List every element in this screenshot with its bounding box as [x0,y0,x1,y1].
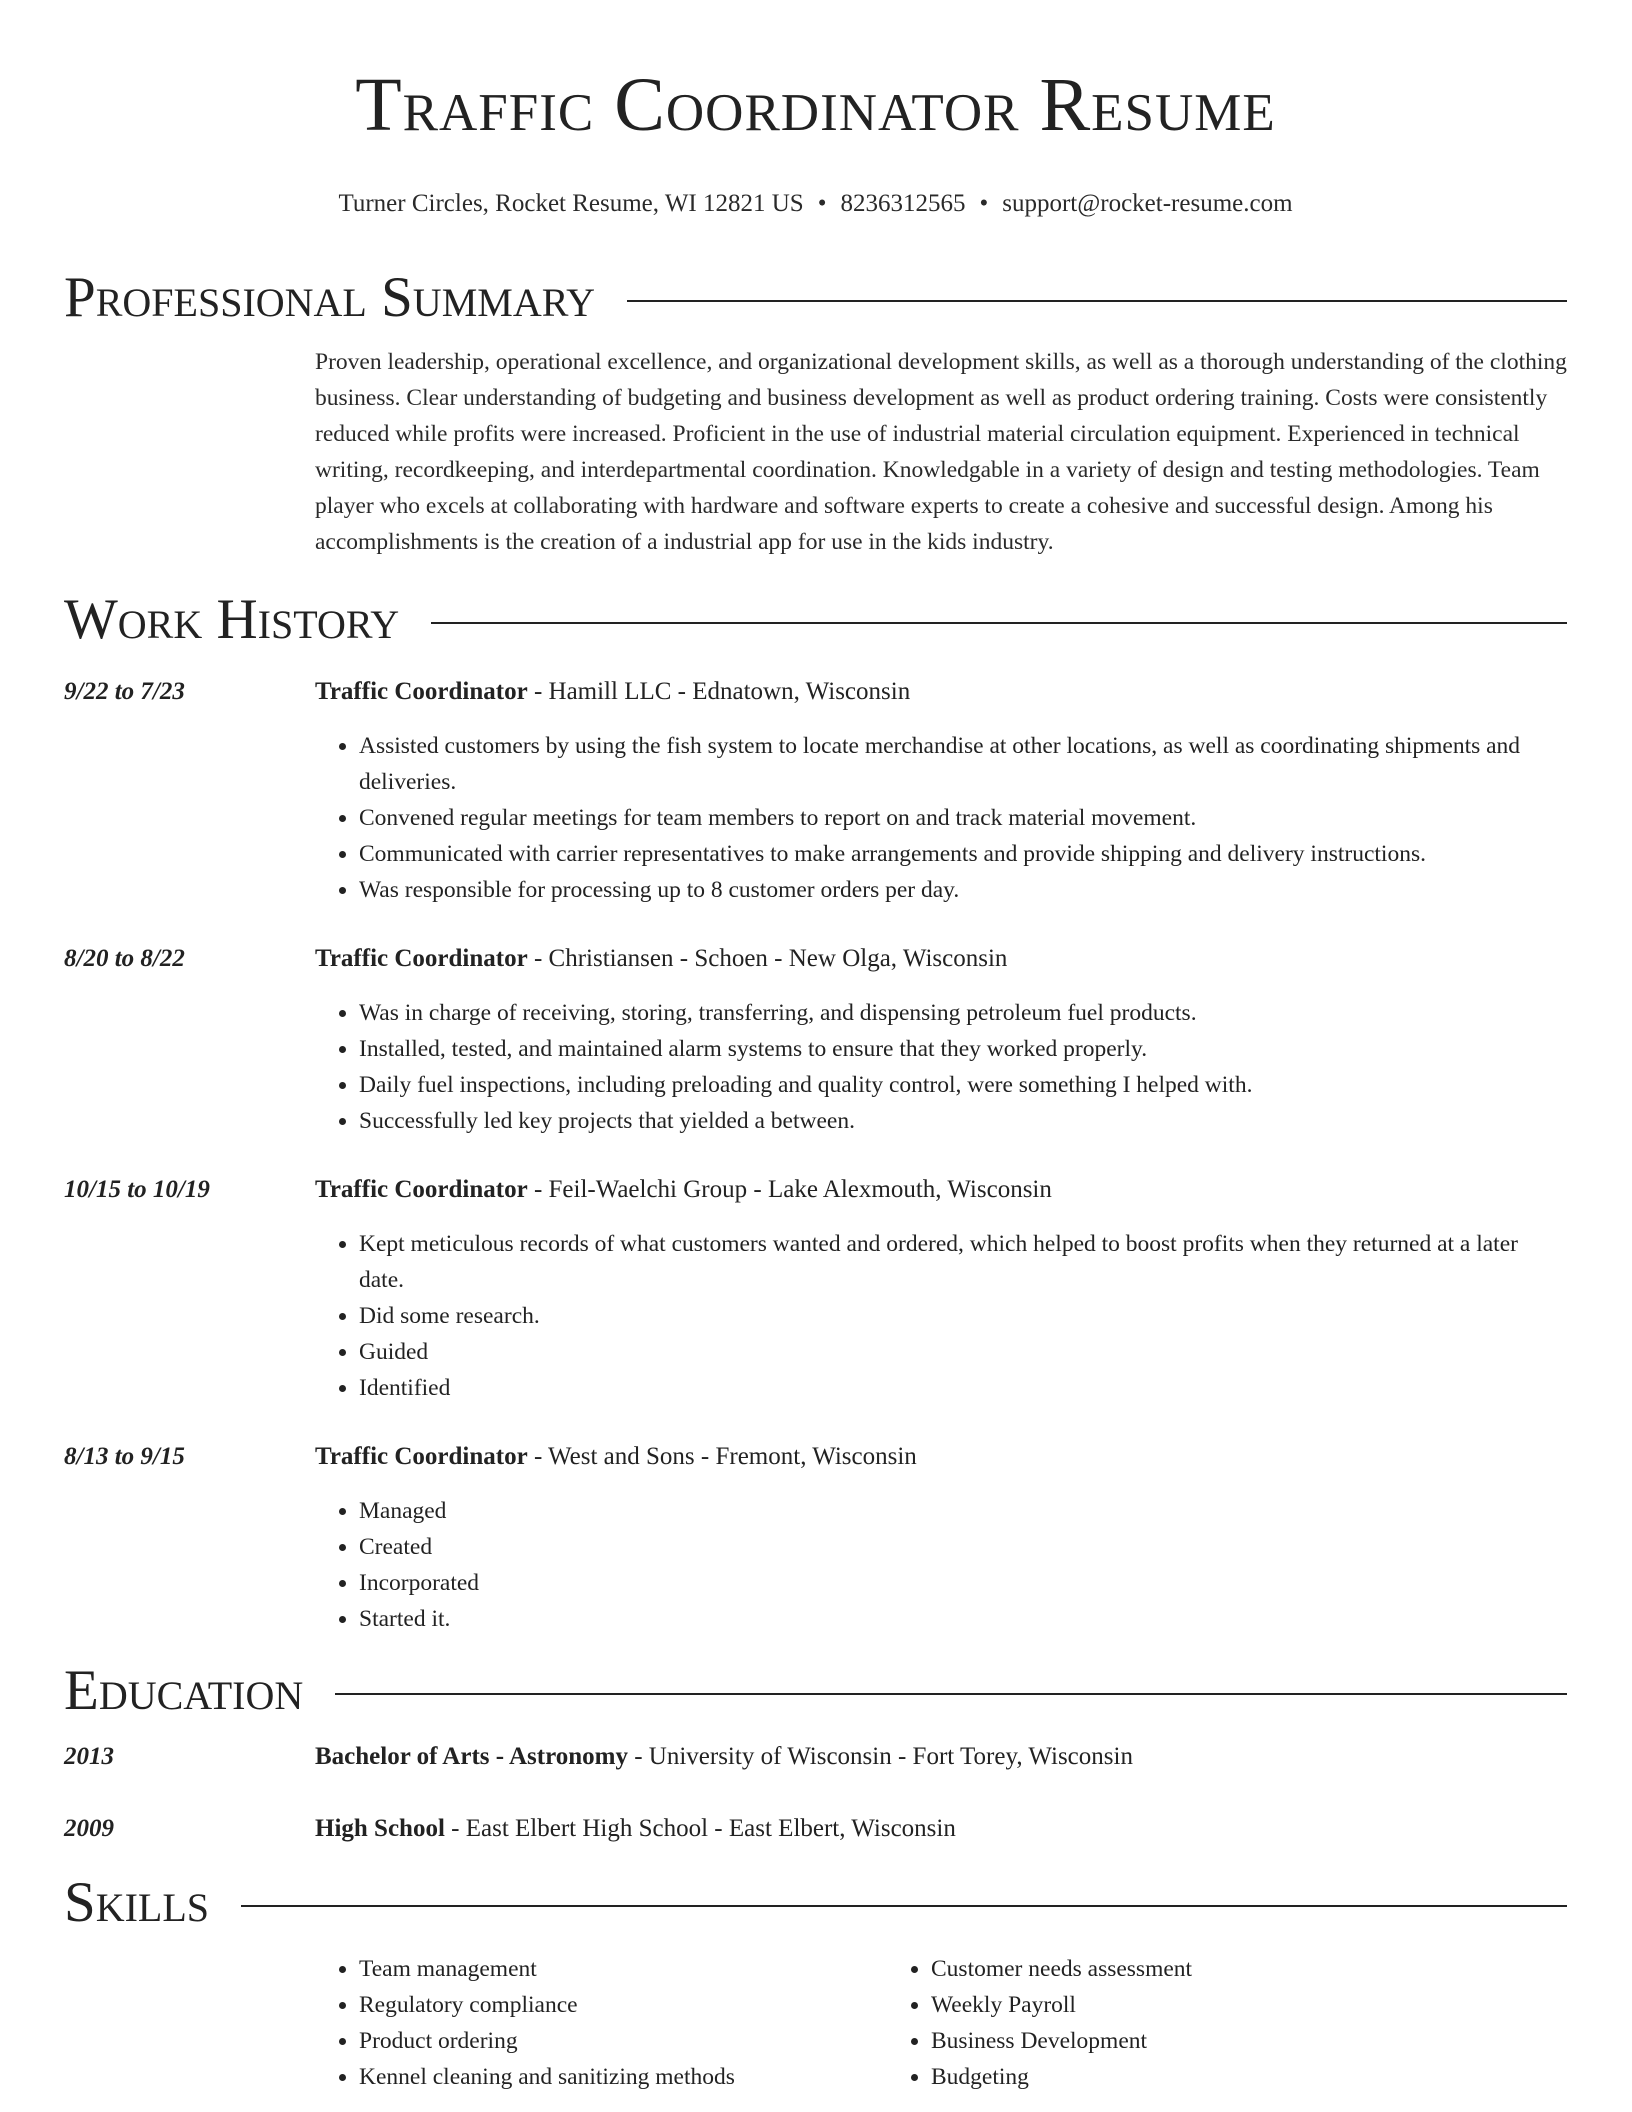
skills-column-right [887,1951,1192,2095]
job-line [315,1439,1567,1475]
job-bullet: • Managed [359,1493,1567,1529]
job-entry [64,1439,1567,1637]
education-heading: Education [64,1659,304,1722]
section-divider [335,1693,1567,1695]
job-entry [64,941,1567,1139]
job-bullet: • Was responsible for processing up to 8 customer orders per day. [359,872,1567,908]
skills-list [315,1951,1567,2095]
summary-heading: Professional Summary [64,266,596,329]
skill-item: • Team management [359,1951,887,1987]
job-title: Traffic Coordinator [315,678,528,705]
contact-email: support@rocket-resume.com [1002,190,1293,217]
job-bullets [315,728,1567,908]
summary-text: Proven leadership, operational excellence, and organizational development skills, as well as a thorough understanding of the clothing business. Clear understanding of budgeting and business development as well as product ordering training. Costs were consistently reduced while profits were increased. Proficient in the use of industrial material circulation equipment. Experienced in technical writing, recordkeeping, and interdepartmental coordination. Knowledgable in a variety of design and testing methodologies. Team player who excels at collaborating with hardware and software experts to create a cohesive and successful design. Among his accomplishments is the creation of a industrial app for use in the kids industry. [315,349,1567,555]
job-bullet: • Started it. [359,1601,1567,1637]
job-bullet: • Did some research. [359,1298,1567,1334]
section-divider [431,622,1567,624]
job-title: Traffic Coordinator [315,1443,528,1470]
skill-item: • Kennel cleaning and sanitizing methods [359,2059,887,2095]
job-bullet: • Communicated with carrier representatives to make arrangements and provide shipping and delivery instructions. [359,836,1567,872]
education-section-header [64,1659,1567,1723]
job-bullet: • Incorporated [359,1565,1567,1601]
job-dates: 10/15 to 10/19 [64,1176,210,1203]
job-bullets [315,1493,1567,1637]
job-bullet: • Installed, tested, and maintained alarm systems to ensure that they worked properly. [359,1031,1567,1067]
summary-section-header [64,266,1567,330]
job-dates: 8/20 to 8/22 [64,945,185,972]
skill-item: • Customer needs assessment [931,1951,1192,1987]
education-details: - University of Wisconsin - Fort Torey, Wisconsin [627,1743,1133,1770]
work-heading: Work History [64,588,400,651]
job-title: Traffic Coordinator [315,1176,528,1203]
job-line [315,674,1567,710]
skill-item: • Regulatory compliance [359,1987,887,2023]
education-entry [64,1739,1567,1775]
contact-phone: 8236312565 [840,190,966,217]
job-entry [64,1172,1567,1406]
skill-item: • Product ordering [359,2023,887,2059]
job-bullet: • Guided [359,1334,1567,1370]
skills-section-header [64,1871,1567,1935]
section-divider [627,300,1567,302]
education-entry [64,1811,1567,1847]
job-details: - Christiansen - Schoen - New Olga, Wisconsin [527,945,1008,972]
skill-item: • Weekly Payroll [931,1987,1192,2023]
job-bullet: • Identified [359,1370,1567,1406]
skills-heading: Skills [64,1871,210,1934]
job-details: - West and Sons - Fremont, Wisconsin [527,1443,917,1470]
education-degree: Bachelor of Arts - Astronomy [315,1743,628,1770]
contact-separator: • [817,190,827,217]
section-divider [241,1905,1567,1907]
job-details: - Hamill LLC - Ednatown, Wisconsin [527,678,911,705]
education-line [315,1739,1567,1775]
skill-item: • Business Development [931,2023,1192,2059]
job-details: - Feil-Waelchi Group - Lake Alexmouth, Wisconsin [527,1176,1052,1203]
job-dates: 8/13 to 9/15 [64,1443,185,1470]
work-section-header [64,588,1567,652]
education-line [315,1811,1567,1847]
job-bullets [315,995,1567,1139]
education-details: - East Elbert High School - East Elbert, Wisconsin [444,1815,956,1842]
job-bullet: • Was in charge of receiving, storing, transferring, and dispensing petroleum fuel products. [359,995,1567,1031]
job-bullet: • Created [359,1529,1567,1565]
job-bullet: • Convened regular meetings for team members to report on and track material movement. [359,800,1567,836]
skills-column-left [315,1951,887,2095]
job-bullet: • Daily fuel inspections, including preloading and quality control, were something I helped with. [359,1067,1567,1103]
job-bullet: • Kept meticulous records of what customers wanted and ordered, which helped to boost profits when they returned at a later date. [359,1226,1567,1298]
education-year: 2009 [64,1815,114,1842]
job-entry [64,674,1567,908]
job-bullet: • Assisted customers by using the fish system to locate merchandise at other locations, as well as coordinating shipments and deliveries. [359,728,1567,800]
contact-separator: • [979,190,989,217]
skill-item: • Budgeting [931,2059,1192,2095]
job-line [315,941,1567,977]
job-dates: 9/22 to 7/23 [64,678,185,705]
job-bullet: • Successfully led key projects that yielded a between. [359,1103,1567,1139]
education-degree: High School [315,1815,445,1842]
job-line [315,1172,1567,1208]
education-year: 2013 [64,1743,114,1770]
contact-address: Turner Circles, Rocket Resume, WI 12821 US [338,190,804,217]
resume-title: Traffic Coordinator Resume [355,63,1276,147]
job-title: Traffic Coordinator [315,945,528,972]
job-bullets [315,1226,1567,1406]
contact-line [64,188,1567,220]
